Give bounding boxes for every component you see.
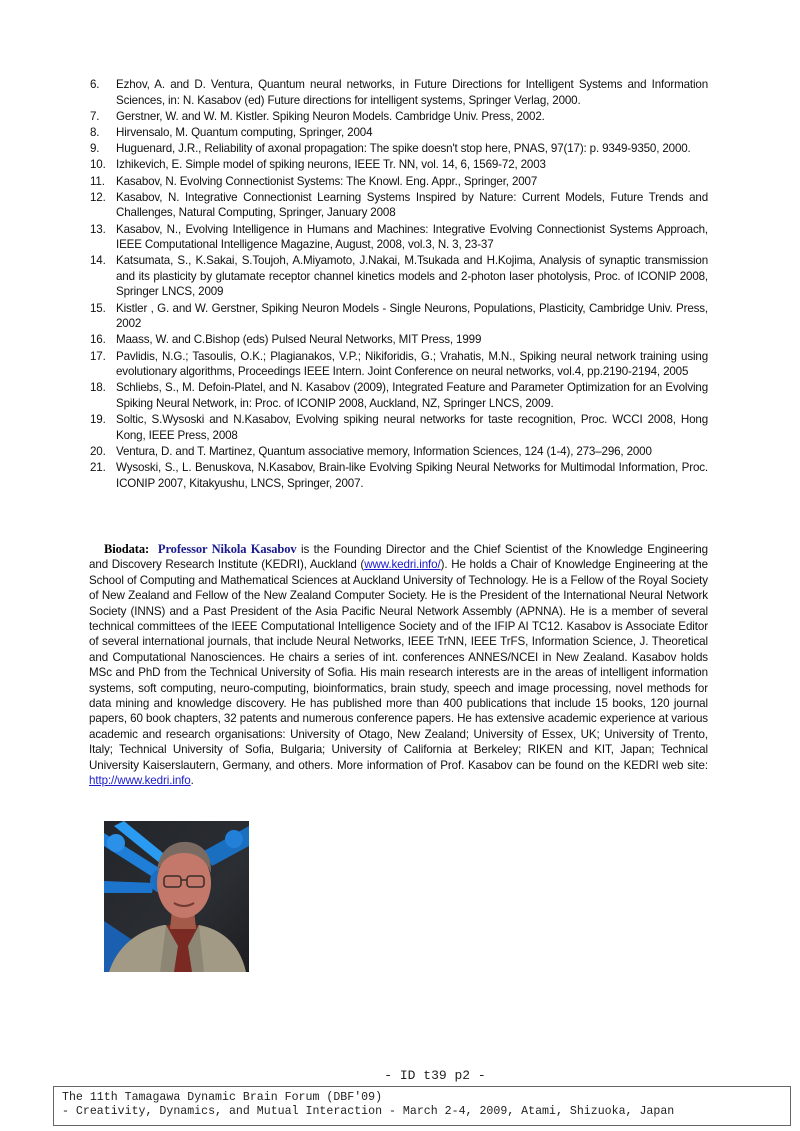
biodata-text-2: ). He holds a Chair of Knowledge Engineering at the School of Computing and Mathematical Sciences at Auckland University of Technology. He is a Fellow of the Royal Society of New Zealand and Fellow of the New Zealand Computer Society. He is the President of the International Neural Network Society (INNS) and a Past President of the Asia Pacific Neural Network Assembly (APNNA). He is a member of several technical committees of the IEEE Computational Intelligence Society and of the IFIP AI TC12. Kasabov is Associate Editor of several international journals, that include Neural Networks, IEEE TrNN, IEEE TrFS, Information Science, J. Theoretical and Computational Nanosciences. He chairs a series of int. conferences ANNES/NCEI in New Zealand. Kasabov holds MSc and PhD from the Technical University of Sofia. His main research interests are in the areas of intelligent information systems, soft computing, neuro-computing, bioinformatics, brain study, speech and image processing, novel methods for data mining and knowledge discovery. He has published more than 400 publications that include 15 books, 120 journal papers, 60 book chapters, 32 patents and numerous conference papers. He has extensive academic experience at various academic and research organisations: University of Otago, New Zealand; University of Essex, UK; University of Trento, Italy; Technical University of Sofia, Bulgaria; University of California at Berkeley; RIKEN and KIT, Japan; Technical University Kaiserslautern, Germany, and others. More information of Prof. Kasabov can be found on the KEDRI web site: bbox=[89, 558, 708, 772]
reference-text: Izhikevich, E. Simple model of spiking neurons, IEEE Tr. NN, vol. 14, 6, 1569-72, 2003 bbox=[116, 158, 546, 172]
reference-text: Schliebs, S., M. Defoin-Platel, and N. Kasabov (2009), Integrated Feature and Parameter Optimization for an Evolving Spiking Neural Network, in: Proc. of ICONIP 2008, Auckland, NZ, Springer LNCS, 2009. bbox=[116, 381, 708, 410]
reference-number: 12. bbox=[90, 190, 106, 204]
reference-item bbox=[90, 222, 708, 253]
kedri-link[interactable]: www.kedri.info/ bbox=[364, 558, 441, 572]
reference-item bbox=[90, 157, 708, 173]
reference-number: 20. bbox=[90, 444, 106, 458]
reference-item bbox=[90, 301, 708, 332]
reference-item bbox=[90, 332, 708, 348]
page-id: - ID t39 p2 - bbox=[384, 1068, 486, 1083]
reference-number: 18. bbox=[90, 381, 106, 395]
reference-item bbox=[90, 253, 708, 300]
biodata-paragraph bbox=[89, 542, 708, 789]
reference-item bbox=[90, 125, 708, 141]
reference-item bbox=[90, 349, 708, 380]
reference-number: 14. bbox=[90, 254, 106, 268]
reference-text: Kasabov, N. Integrative Connectionist Learning Systems Inspired by Nature: Current Models, Future Trends and Challenges, Natural Computing, Springer, January 2008 bbox=[116, 190, 708, 220]
portrait-illustration bbox=[104, 821, 249, 972]
kedri-web-link[interactable]: http://www.kedri.info bbox=[89, 774, 191, 788]
reference-item bbox=[90, 77, 708, 108]
reference-number: 19. bbox=[90, 413, 106, 427]
reference-text: Kasabov, N. Evolving Connectionist Systems: The Knowl. Eng. Appr., Springer, 2007 bbox=[116, 174, 538, 188]
reference-text: Hirvensalo, M. Quantum computing, Springer, 2004 bbox=[116, 125, 373, 139]
reference-number: 15. bbox=[90, 301, 106, 315]
reference-text: Kasabov, N., Evolving Intelligence in Humans and Machines: Integrative Evolving Connectionist Systems Approach, IEEE Computational Intelligence Magazine, August, 2008, vol.3, N. 3, 23-37 bbox=[116, 222, 708, 252]
reference-text: Wysoski, S., L. Benuskova, N.Kasabov, Brain-like Evolving Spiking Neural Networks for Multimodal Information, Proc. ICONIP 2007, Kitakyushu, LNCS, Springer, 2007. bbox=[116, 461, 708, 490]
reference-item bbox=[90, 380, 708, 411]
reference-text: Soltic, S.Wysoski and N.Kasabov, Evolving spiking neural networks for taste recognition, Proc. WCCI 2008, Hong Kong, IEEE Press, 2008 bbox=[116, 413, 708, 442]
reference-item bbox=[90, 412, 708, 443]
reference-item bbox=[90, 174, 708, 190]
author-photo bbox=[104, 821, 249, 972]
reference-item bbox=[90, 190, 708, 221]
biodata-label: Biodata: bbox=[104, 542, 150, 556]
reference-text: Ventura, D. and T. Martinez, Quantum associative memory, Information Sciences, 124 (1-4), 273–296, 2000 bbox=[116, 444, 652, 458]
footer-conference-box bbox=[53, 1086, 791, 1126]
reference-number: 13. bbox=[90, 222, 106, 236]
reference-item bbox=[90, 460, 708, 491]
reference-text: Huguenard, J.R., Reliability of axonal propagation: The spike doesn't stop here, PNAS, 97(17): p. 9349-9350, 2000. bbox=[116, 142, 691, 156]
reference-number: 6. bbox=[90, 78, 100, 91]
reference-number: 11. bbox=[90, 174, 105, 188]
footer-line-1: The 11th Tamagawa Dynamic Brain Forum (DBF'09) bbox=[62, 1091, 383, 1104]
reference-item bbox=[90, 141, 708, 157]
reference-text: Kistler , G. and W. Gerstner, Spiking Neuron Models - Single Neurons, Populations, Plasticity, Cambridge Univ. Press, 2002 bbox=[116, 301, 708, 331]
reference-item bbox=[90, 444, 708, 460]
reference-number: 8. bbox=[90, 125, 100, 139]
reference-number: 7. bbox=[90, 109, 100, 123]
biodata-text-3: . bbox=[190, 774, 194, 788]
reference-list bbox=[90, 77, 708, 492]
biodata-text-1: is the Founding Director and the Chief Scientist of the Knowledge Engineering and Discovery Research Institute (KEDRI), Auckland ( bbox=[89, 543, 708, 572]
reference-number: 21. bbox=[90, 461, 106, 475]
reference-text: Ezhov, A. and D. Ventura, Quantum neural networks, in Future Directions for Intelligent Systems and Information Sciences, in: N. Kasabov (ed) Future directions for intelligent systems, Springer Verlag, 2000. bbox=[116, 78, 708, 107]
reference-text: Katsumata, S., K.Sakai, S.Toujoh, A.Miyamoto, J.Nakai, M.Tsukada and H.Kojima, Analysis of synaptic transmission and its plasticity by glutamate receptor channel kinetics models and 2-photon laser photolysis, Proc. of ICONIP 2008, Springer LNCS, 2009 bbox=[116, 254, 708, 299]
reference-number: 17. bbox=[90, 349, 106, 363]
reference-text: Gerstner, W. and W. M. Kistler. Spiking Neuron Models. Cambridge Univ. Press, 2002. bbox=[116, 109, 545, 123]
reference-number: 16. bbox=[90, 333, 106, 347]
reference-text: Maass, W. and C.Bishop (eds) Pulsed Neural Networks, MIT Press, 1999 bbox=[116, 333, 482, 347]
author-name: Professor Nikola Kasabov bbox=[157, 542, 297, 556]
reference-number: 10. bbox=[90, 158, 106, 172]
reference-number: 9. bbox=[90, 142, 100, 156]
footer-line-2: - Creativity, Dynamics, and Mutual Interaction - March 2-4, 2009, Atami, Shizuoka, Japan bbox=[62, 1105, 675, 1118]
reference-item bbox=[90, 109, 708, 125]
reference-text: Pavlidis, N.G.; Tasoulis, O.K.; Plagianakos, V.P.; Nikiforidis, G.; Vrahatis, M.N., Spiking neural network training using evolutionary algorithms, Proceedings IEEE Intern. Joint Conference on neural networks, vol.4, pp.2190-2194, 2005 bbox=[116, 349, 708, 379]
